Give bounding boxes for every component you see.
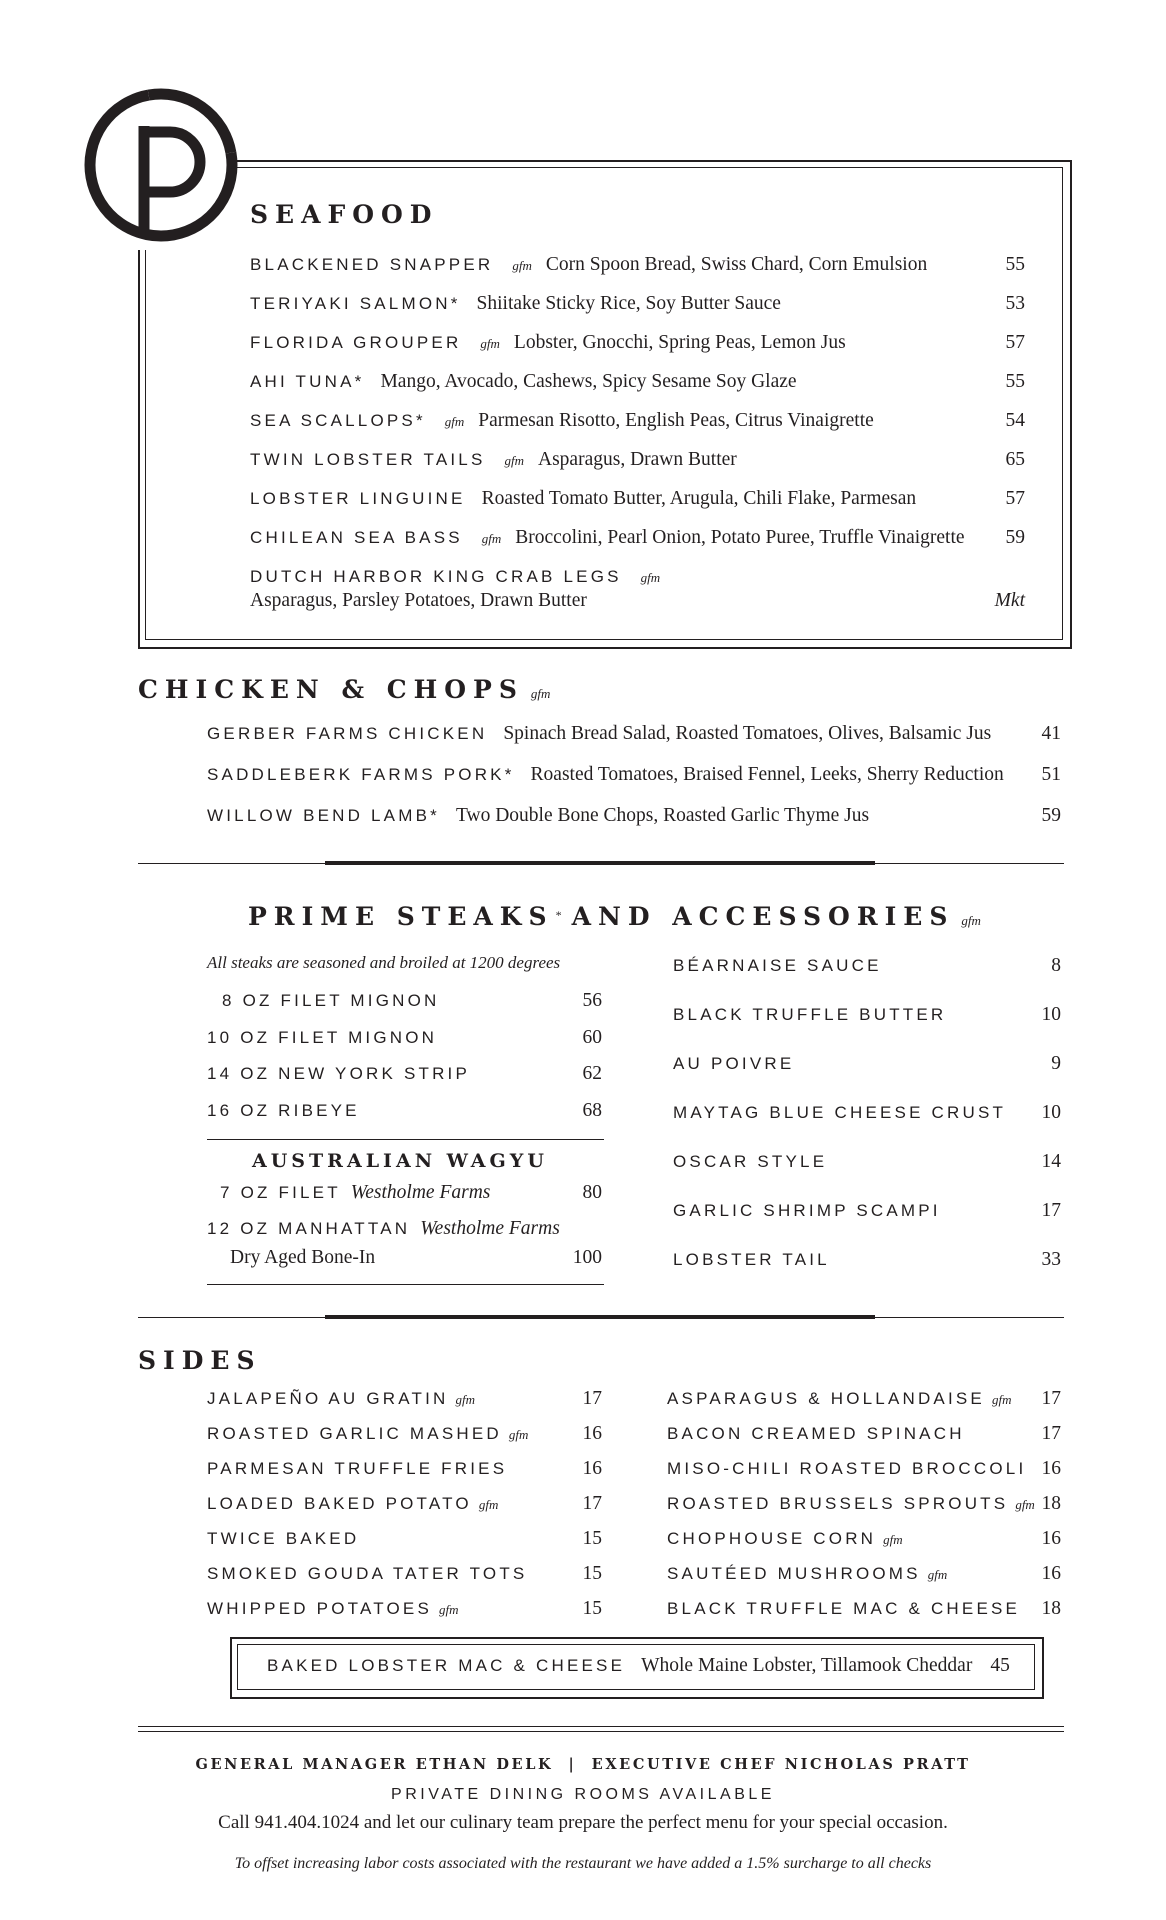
item-description: Whole Maine Lobster, Tillamook Cheddar xyxy=(641,1655,973,1676)
item-price: 59 xyxy=(1041,805,1061,826)
item-name: BÉARNAISE SAUCE xyxy=(673,956,882,975)
steak-item xyxy=(207,1098,602,1124)
gfm-mark: gfm xyxy=(478,1497,499,1512)
item-name: CHOPHOUSE CORN xyxy=(667,1529,877,1548)
menu-item xyxy=(250,252,1025,278)
gfm-mark: gfm xyxy=(883,1532,903,1547)
private-dining: PRIVATE DINING ROOMS AVAILABLE xyxy=(391,1786,775,1803)
item-name: BLACK TRUFFLE MAC & CHEESE xyxy=(667,1599,1021,1618)
item-price: 16 xyxy=(1041,1458,1061,1479)
accessory-item xyxy=(673,1051,1061,1077)
steaks-heading: PRIME STEAKS xyxy=(248,902,554,931)
menu-item xyxy=(250,369,1025,395)
accessory-item xyxy=(673,1198,1061,1224)
gfm-mark: gfm xyxy=(530,686,551,701)
item-price: 16 xyxy=(1041,1563,1061,1584)
item-name: 10 OZ FILET MIGNON xyxy=(207,1028,438,1047)
item-name: 12 OZ MANHATTAN xyxy=(207,1219,411,1238)
item-price: 16 xyxy=(582,1458,602,1479)
item-price: 15 xyxy=(582,1598,602,1619)
item-price: 68 xyxy=(582,1100,602,1121)
menu-item xyxy=(250,486,1025,512)
item-name: 14 OZ NEW YORK STRIP xyxy=(207,1064,471,1083)
item-name: TERIYAKI SALMON* xyxy=(250,294,461,313)
item-price: 59 xyxy=(1005,527,1025,548)
menu-item xyxy=(207,721,1061,747)
item-price: 56 xyxy=(582,990,602,1011)
side-item xyxy=(207,1421,602,1447)
item-name: 7 OZ FILET xyxy=(220,1183,341,1202)
footer-rule xyxy=(138,1731,1064,1732)
item-price: 55 xyxy=(1005,371,1025,392)
item-price: 45 xyxy=(990,1655,1010,1676)
item-name: AHI TUNA* xyxy=(250,372,365,391)
item-name: LOBSTER LINGUINE xyxy=(250,489,466,508)
item-farm: Westholme Farms xyxy=(420,1218,560,1239)
menu-item xyxy=(250,447,1025,473)
item-price: 16 xyxy=(1041,1528,1061,1549)
item-price: 33 xyxy=(1041,1249,1061,1270)
item-name: ROASTED BRUSSELS SPROUTS xyxy=(667,1494,1009,1513)
item-name: SAUTÉED MUSHROOMS xyxy=(667,1564,921,1583)
item-name: PARMESAN TRUFFLE FRIES xyxy=(207,1459,508,1478)
item-description: Asparagus, Drawn Butter xyxy=(538,449,737,470)
gfm-mark: gfm xyxy=(961,913,981,928)
accessory-item xyxy=(673,953,1061,979)
item-price: 10 xyxy=(1041,1004,1061,1025)
accessory-item xyxy=(673,1149,1061,1175)
steak-item xyxy=(207,1025,602,1051)
item-name: 16 OZ RIBEYE xyxy=(207,1101,360,1120)
side-item xyxy=(667,1526,1061,1552)
feature-item xyxy=(267,1653,1010,1679)
item-price: 57 xyxy=(1005,332,1025,353)
item-name: BAKED LOBSTER MAC & CHEESE xyxy=(267,1656,626,1675)
item-name: 8 OZ FILET MIGNON xyxy=(222,991,440,1010)
item-price: 15 xyxy=(582,1563,602,1584)
item-name: SMOKED GOUDA TATER TOTS xyxy=(207,1564,528,1583)
gfm-mark: gfm xyxy=(504,453,525,468)
gfm-mark: gfm xyxy=(640,570,661,585)
item-price: 17 xyxy=(1041,1200,1061,1221)
item-price: 14 xyxy=(1041,1151,1061,1172)
gfm-mark: gfm xyxy=(439,1602,459,1617)
section-divider-bold xyxy=(325,861,875,865)
item-price: 17 xyxy=(582,1493,602,1514)
item-name: SADDLEBERK FARMS PORK* xyxy=(207,765,515,784)
item-name: BLACK TRUFFLE BUTTER xyxy=(673,1005,947,1024)
item-price: 17 xyxy=(582,1388,602,1409)
menu-item xyxy=(250,525,1025,551)
wagyu-bottom-rule xyxy=(207,1284,604,1285)
item-description: Spinach Bread Salad, Roasted Tomatoes, Olives, Balsamic Jus xyxy=(503,723,992,744)
menu-item xyxy=(250,291,1025,317)
side-item xyxy=(667,1421,1061,1447)
item-name: TWICE BAKED xyxy=(207,1529,360,1548)
steaks-heading-star: * xyxy=(555,907,562,922)
gfm-mark: gfm xyxy=(444,414,465,429)
item-name: BACON CREAMED SPINACH xyxy=(667,1424,965,1443)
item-description: Asparagus, Parsley Potatoes, Drawn Butter xyxy=(250,590,587,611)
item-name: FLORIDA GROUPER xyxy=(250,333,462,352)
steaks-note: All steaks are seasoned and broiled at 1200 degrees xyxy=(207,953,561,972)
item-price: 18 xyxy=(1041,1598,1061,1619)
side-item xyxy=(207,1456,602,1482)
chops-heading-wrap xyxy=(138,675,550,704)
item-name: TWIN LOBSTER TAILS xyxy=(250,450,486,469)
menu-item-crab-detail xyxy=(250,588,1025,614)
gfm-mark: gfm xyxy=(991,1392,1012,1407)
surcharge-note: To offset increasing labor costs associated with the restaurant we have added a 1.5% surcharge to all checks xyxy=(234,1855,932,1872)
side-item xyxy=(207,1526,602,1552)
item-name: ASPARAGUS & HOLLANDAISE xyxy=(667,1389,985,1408)
section-divider-bold xyxy=(325,1315,875,1319)
item-description: Parmesan Risotto, English Peas, Citrus Vinaigrette xyxy=(478,410,874,431)
item-price: 57 xyxy=(1005,488,1025,509)
item-price: Mkt xyxy=(994,590,1025,611)
item-name: GERBER FARMS CHICKEN xyxy=(207,724,488,743)
item-price: 17 xyxy=(1041,1388,1061,1409)
item-name: JALAPEÑO AU GRATIN xyxy=(207,1389,449,1408)
item-name: MISO-CHILI ROASTED BROCCOLI xyxy=(667,1459,1027,1478)
restaurant-logo xyxy=(82,86,240,244)
wagyu-item-detail xyxy=(230,1245,602,1271)
gfm-mark: gfm xyxy=(1015,1497,1035,1512)
item-price: 17 xyxy=(1041,1423,1061,1444)
accessory-item xyxy=(673,1247,1061,1273)
item-description: Two Double Bone Chops, Roasted Garlic Thyme Jus xyxy=(455,805,870,826)
item-description: Broccolini, Pearl Onion, Potato Puree, Truffle Vinaigrette xyxy=(515,527,965,548)
item-name: BLACKENED SNAPPER xyxy=(250,255,494,274)
item-name: LOADED BAKED POTATO xyxy=(207,1494,472,1513)
item-description: Corn Spoon Bread, Swiss Chard, Corn Emulsion xyxy=(545,254,928,275)
item-name: OSCAR STYLE xyxy=(673,1152,828,1171)
item-description: Mango, Avocado, Cashews, Spicy Sesame Soy Glaze xyxy=(380,371,797,392)
wagyu-top-rule xyxy=(207,1139,604,1140)
seafood-heading: SEAFOOD xyxy=(250,200,439,229)
item-name: LOBSTER TAIL xyxy=(673,1250,830,1269)
steaks-heading-wrap xyxy=(248,902,981,931)
contact-line: Call 941.404.1024 and let our culinary team prepare the perfect menu for your special occasion. xyxy=(218,1812,948,1833)
steaks-heading-b: AND ACCESSORIES xyxy=(571,902,955,931)
side-item xyxy=(667,1561,1061,1587)
side-item xyxy=(667,1386,1061,1412)
menu-item xyxy=(250,330,1025,356)
gfm-mark: gfm xyxy=(512,258,532,273)
item-price: 8 xyxy=(1051,955,1061,976)
menu-item xyxy=(207,762,1061,788)
menu-item xyxy=(207,803,1061,829)
item-price: 65 xyxy=(1005,449,1025,470)
item-name: CHILEAN SEA BASS xyxy=(250,528,463,547)
item-farm: Westholme Farms xyxy=(350,1182,491,1203)
item-description: Roasted Tomato Butter, Arugula, Chili Flake, Parmesan xyxy=(481,488,917,509)
menu-item-crab xyxy=(250,564,1025,590)
chops-heading: CHICKEN & CHOPS xyxy=(138,675,524,704)
wagyu-heading: AUSTRALIAN WAGYU xyxy=(252,1150,548,1172)
item-name: GARLIC SHRIMP SCAMPI xyxy=(673,1201,941,1220)
side-item xyxy=(207,1386,602,1412)
gfm-mark: gfm xyxy=(481,531,502,546)
gfm-mark: gfm xyxy=(508,1427,529,1442)
gfm-mark: gfm xyxy=(927,1567,948,1582)
item-price: 41 xyxy=(1041,723,1061,744)
item-price: 80 xyxy=(582,1182,602,1203)
item-name: DUTCH HARBOR KING CRAB LEGS xyxy=(250,567,622,586)
accessory-item xyxy=(673,1100,1061,1126)
staff-credits: GENERAL MANAGER ETHAN DELK | EXECUTIVE CHEF NICHOLAS PRATT xyxy=(195,1756,971,1773)
wagyu-item xyxy=(207,1216,602,1242)
side-item xyxy=(667,1456,1061,1482)
side-item xyxy=(207,1596,602,1622)
gfm-mark: gfm xyxy=(455,1392,475,1407)
item-price: 16 xyxy=(582,1423,602,1444)
item-price: 60 xyxy=(582,1027,602,1048)
item-description: Lobster, Gnocchi, Spring Peas, Lemon Jus xyxy=(513,332,846,353)
steak-item xyxy=(207,1061,602,1087)
side-item xyxy=(207,1561,602,1587)
item-price: 18 xyxy=(1041,1493,1061,1514)
item-price: 10 xyxy=(1041,1102,1061,1123)
item-name: SEA SCALLOPS* xyxy=(250,411,426,430)
steak-item xyxy=(222,988,602,1014)
footer-rule xyxy=(138,1726,1064,1727)
sides-heading: SIDES xyxy=(138,1346,262,1375)
wagyu-item xyxy=(220,1180,602,1206)
item-name: ROASTED GARLIC MASHED xyxy=(207,1424,502,1443)
item-price: 100 xyxy=(572,1247,602,1268)
accessory-item xyxy=(673,1002,1061,1028)
item-price: 54 xyxy=(1005,410,1025,431)
item-price: 51 xyxy=(1041,764,1061,785)
side-item xyxy=(667,1491,1061,1517)
item-price: 15 xyxy=(582,1528,602,1549)
item-price: 55 xyxy=(1005,254,1025,275)
side-item xyxy=(667,1596,1061,1622)
side-item xyxy=(207,1491,602,1517)
item-description: Dry Aged Bone-In xyxy=(230,1247,376,1268)
item-name: WILLOW BEND LAMB* xyxy=(207,806,440,825)
item-name: WHIPPED POTATOES xyxy=(207,1599,433,1618)
item-price: 62 xyxy=(582,1063,602,1084)
item-price: 9 xyxy=(1051,1053,1061,1074)
item-name: MAYTAG BLUE CHEESE CRUST xyxy=(673,1103,1007,1122)
item-name: AU POIVRE xyxy=(673,1054,795,1073)
menu-item xyxy=(250,408,1025,434)
item-description: Shiitake Sticky Rice, Soy Butter Sauce xyxy=(476,293,781,314)
gfm-mark: gfm xyxy=(480,336,500,351)
item-description: Roasted Tomatoes, Braised Fennel, Leeks, Sherry Reduction xyxy=(530,764,1004,785)
item-price: 53 xyxy=(1005,293,1025,314)
